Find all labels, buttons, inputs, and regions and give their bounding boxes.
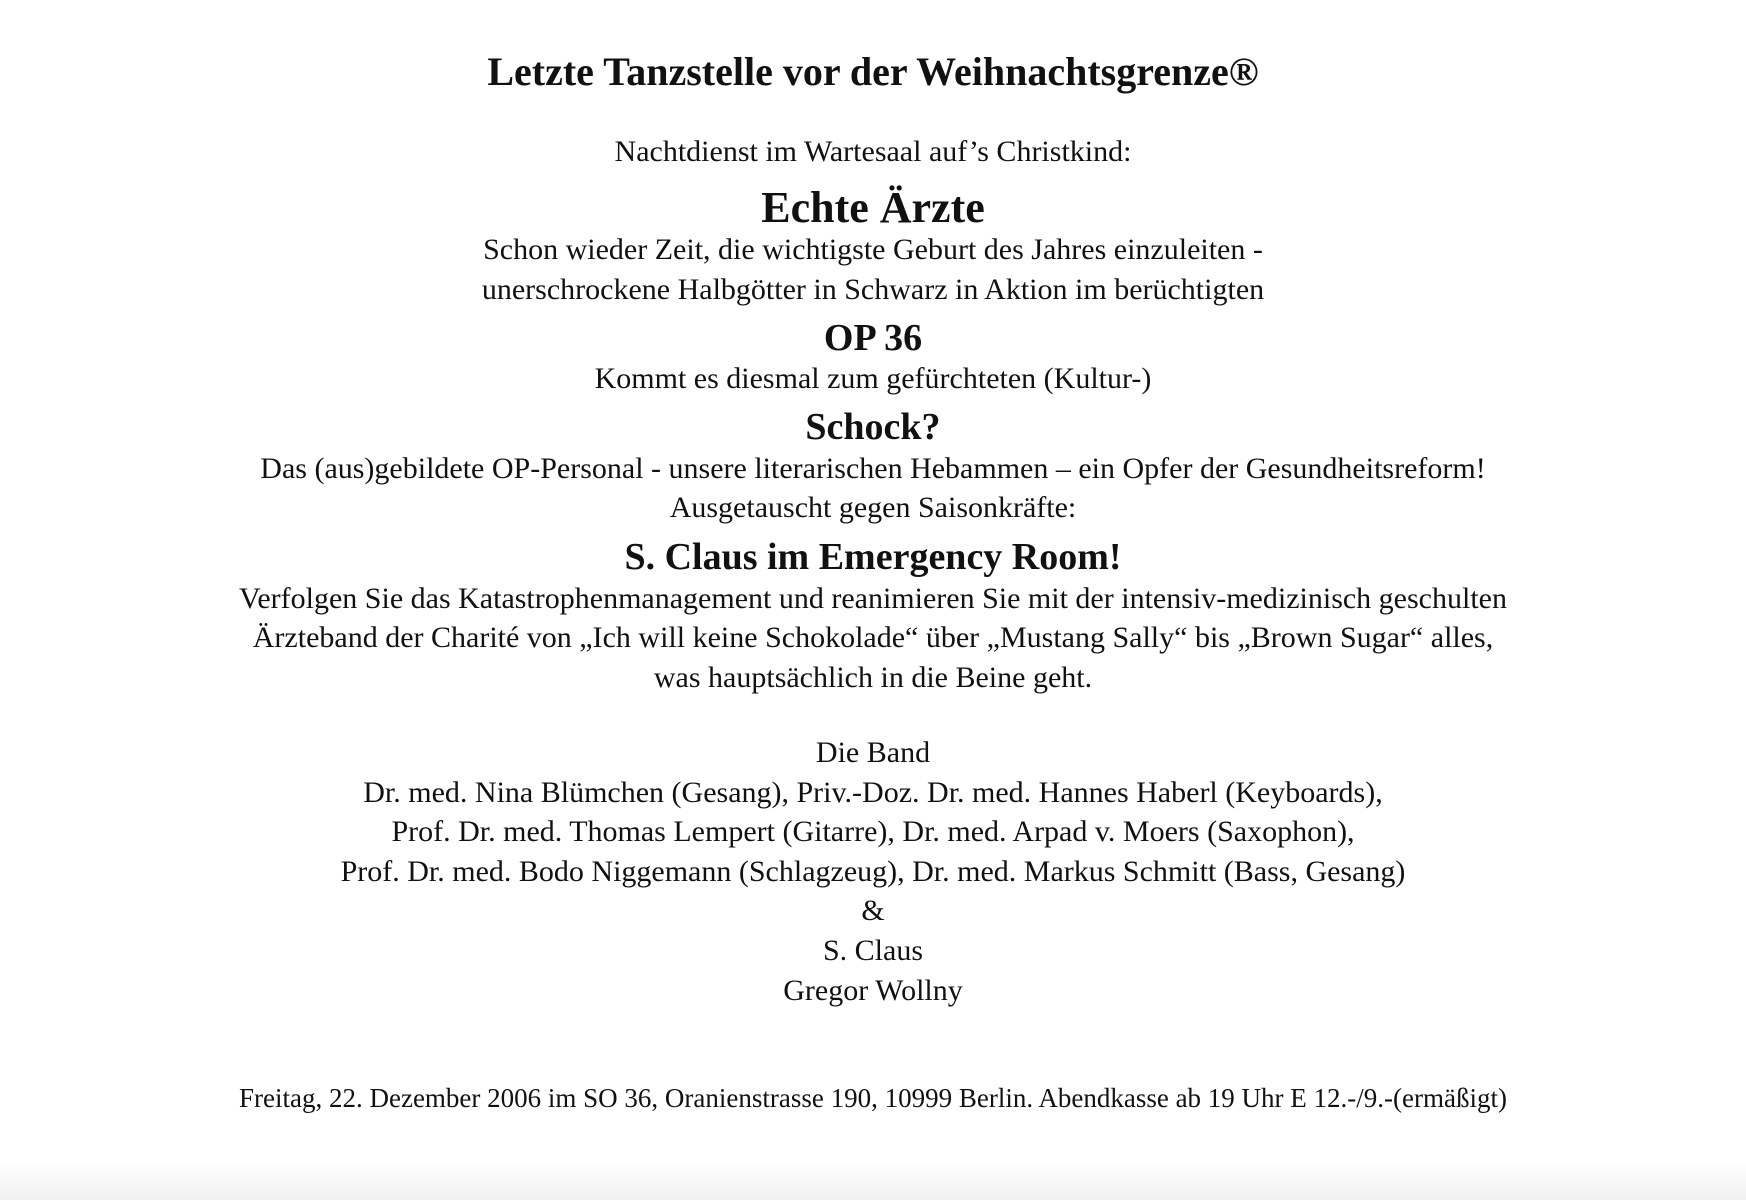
text-line-5: Ausgetauscht gegen Saisonkräfte: [669, 491, 1077, 524]
emergency-heading: S. Claus im Emergency Room! [624, 536, 1122, 578]
event-details-footer: Freitag, 22. Dezember 2006 im SO 36, Oranienstrasse 190, 10999 Berlin. Abendkasse ab 19 Uhr E 12.-/9.-(ermäßigt) [239, 1083, 1507, 1113]
band-name-heading: Echte Ärzte [761, 183, 985, 232]
schock-heading: Schock? [805, 406, 941, 448]
text-line-3: Kommt es diesmal zum gefürchteten (Kultur-) [594, 362, 1152, 395]
bottom-edge-shade [0, 1162, 1746, 1200]
text-line-6: Verfolgen Sie das Katastrophenmanagement und reanimieren Sie mit der intensiv-medizinisch geschulten [239, 582, 1507, 615]
band-members-line-3: Prof. Dr. med. Bodo Niggemann (Schlagzeug), Dr. med. Markus Schmitt (Bass, Gesang) [340, 855, 1406, 888]
band-members-line-2: Prof. Dr. med. Thomas Lempert (Gitarre), Dr. med. Arpad v. Moers (Saxophon), [391, 815, 1355, 848]
text-line-7: Ärzteband der Charité von „Ich will keine Schokolade“ über „Mustang Sally“ bis „Brown Sugar“ alles, [252, 621, 1494, 654]
intro-text: Nachtdienst im Wartesaal auf’s Christkind: [614, 135, 1132, 168]
text-line-1: Schon wieder Zeit, die wichtigste Geburt des Jahres einzuleiten - [483, 233, 1263, 266]
text-line-4: Das (aus)gebildete OP-Personal - unsere literarischen Hebammen – ein Opfer der Gesundheitsreform! [260, 452, 1486, 485]
op36-heading: OP 36 [823, 317, 923, 359]
band-members-line-1: Dr. med. Nina Blümchen (Gesang), Priv.-Doz. Dr. med. Hannes Haberl (Keyboards), [363, 776, 1383, 809]
text-line-8: was hauptsächlich in die Beine geht. [653, 661, 1093, 694]
guest-line-2: Gregor Wollny [783, 974, 963, 1007]
page-title: Letzte Tanzstelle vor der Weihnachtsgrenze® [487, 49, 1259, 94]
band-label: Die Band [815, 736, 931, 769]
guest-line-1: S. Claus [822, 934, 924, 967]
text-line-2: unerschrockene Halbgötter in Schwarz in Aktion im berüchtigten [481, 273, 1265, 306]
ampersand: & [861, 894, 885, 927]
